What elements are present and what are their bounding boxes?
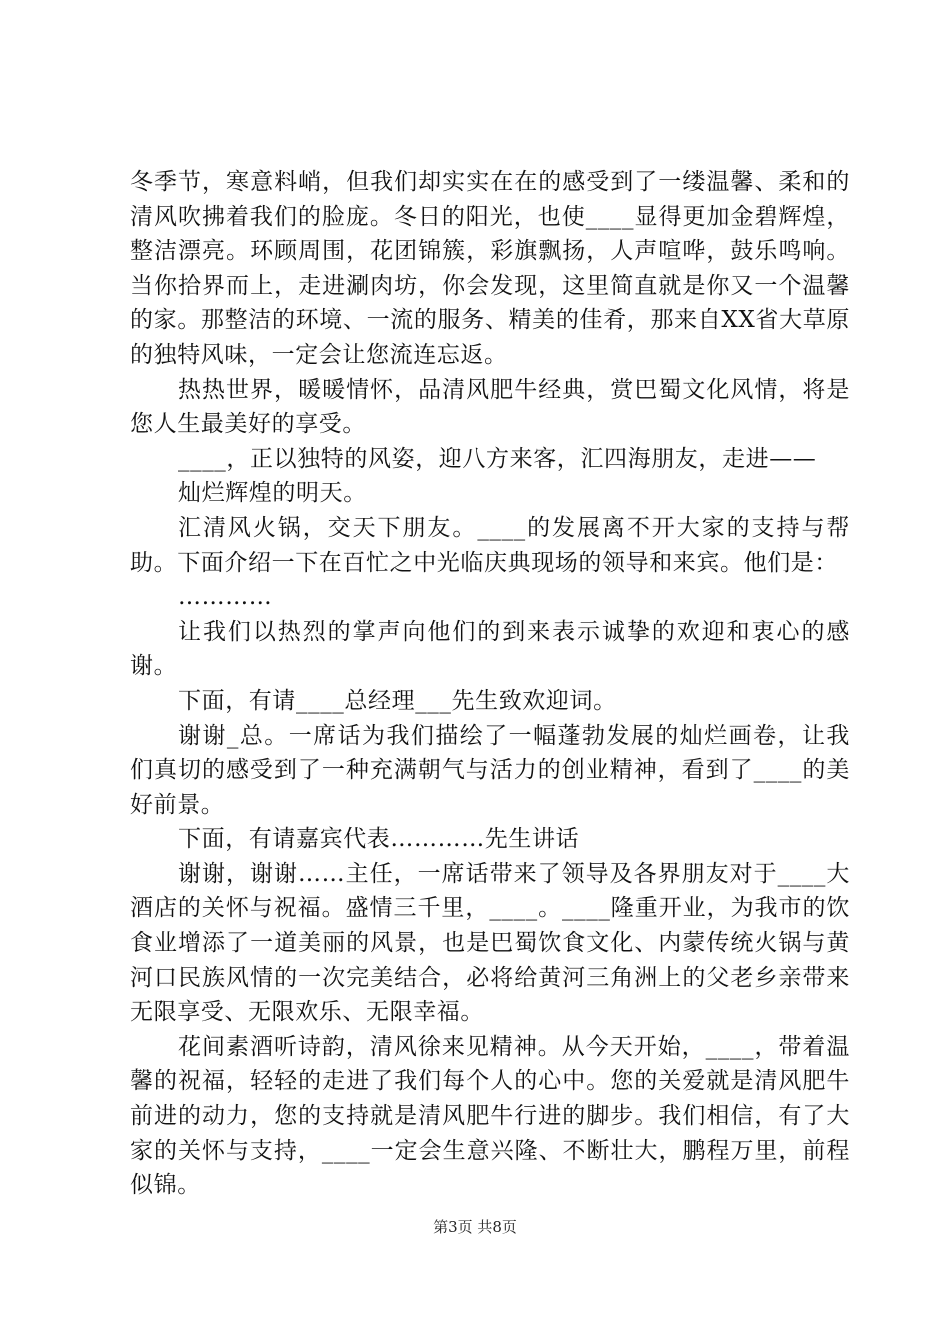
paragraph-12: 花间素酒听诗韵，清风徐来见精神。从今天开始，____，带着温馨的祝福，轻轻的走进了我们每个人的心中。您的关爱就是清风肥牛前进的动力，您的支持就是清风肥牛行进的脚步。我们相信，有了大家的关怀与支持，____一定会生意兴隆、不断壮大，鹏程万里，前程似锦。 xyxy=(130,1033,850,1199)
paragraph-11: 谢谢，谢谢……主任，一席话带来了领导及各界朋友对于____大酒店的关怀与祝福。盛情三千里，____。____隆重开业，为我市的饮食业增添了一道美丽的风景，也是巴蜀饮食文化、内蒙传统火锅与黄河口民族风情的一次完美结合，必将给黄河三角洲上的父老乡亲带来无限享受、无限欢乐、无限幸福。 xyxy=(130,860,850,1026)
paragraph-2: 热热世界，暖暖情怀，品清风肥牛经典，赏巴蜀文化风情，将是您人生最美好的享受。 xyxy=(130,376,850,438)
page-number-label: 第3页 共8页 xyxy=(433,1218,517,1236)
document-body xyxy=(130,165,850,1203)
paragraph-3: ____，正以独特的风姿，迎八方来客，汇四海朋友，走进—— xyxy=(178,445,817,472)
paragraph-5: 汇清风火锅，交天下朋友。____的发展离不开大家的支持与帮助。下面介绍一下在百忙之中光临庆典现场的领导和来宾。他们是： xyxy=(130,514,850,576)
paragraph-10: 下面，有请嘉宾代表…………先生讲话 xyxy=(178,826,580,853)
paragraph-8: 下面，有请____总经理___先生致欢迎词。 xyxy=(178,687,617,714)
paragraph-6: ………… xyxy=(178,584,273,611)
paragraph-9: 谢谢_总。一席话为我们描绘了一幅蓬勃发展的灿烂画卷，让我们真切的感受到了一种充满朝气与活力的创业精神，看到了____的美好前景。 xyxy=(130,722,850,818)
page-footer xyxy=(0,1217,950,1237)
paragraph-4: 灿烂辉煌的明天。 xyxy=(178,480,367,507)
paragraph-1: 冬季节，寒意料峭，但我们却实实在在的感受到了一缕温馨、柔和的清风吹拂着我们的脸庞。冬日的阳光，也使____显得更加金碧辉煌，整洁漂亮。环顾周围，花团锦簇，彩旗飘扬，人声喧哗，鼓乐鸣响。当你拾界而上，走进涮肉坊，你会发现，这里简直就是你又一个温馨的家。那整洁的环境、一流的服务、精美的佳肴，那来自XX省大草原的独特风味，一定会让您流连忘返。 xyxy=(130,169,850,368)
paragraph-7: 让我们以热烈的掌声向他们的到来表示诚挚的欢迎和衷心的感谢。 xyxy=(130,618,850,680)
